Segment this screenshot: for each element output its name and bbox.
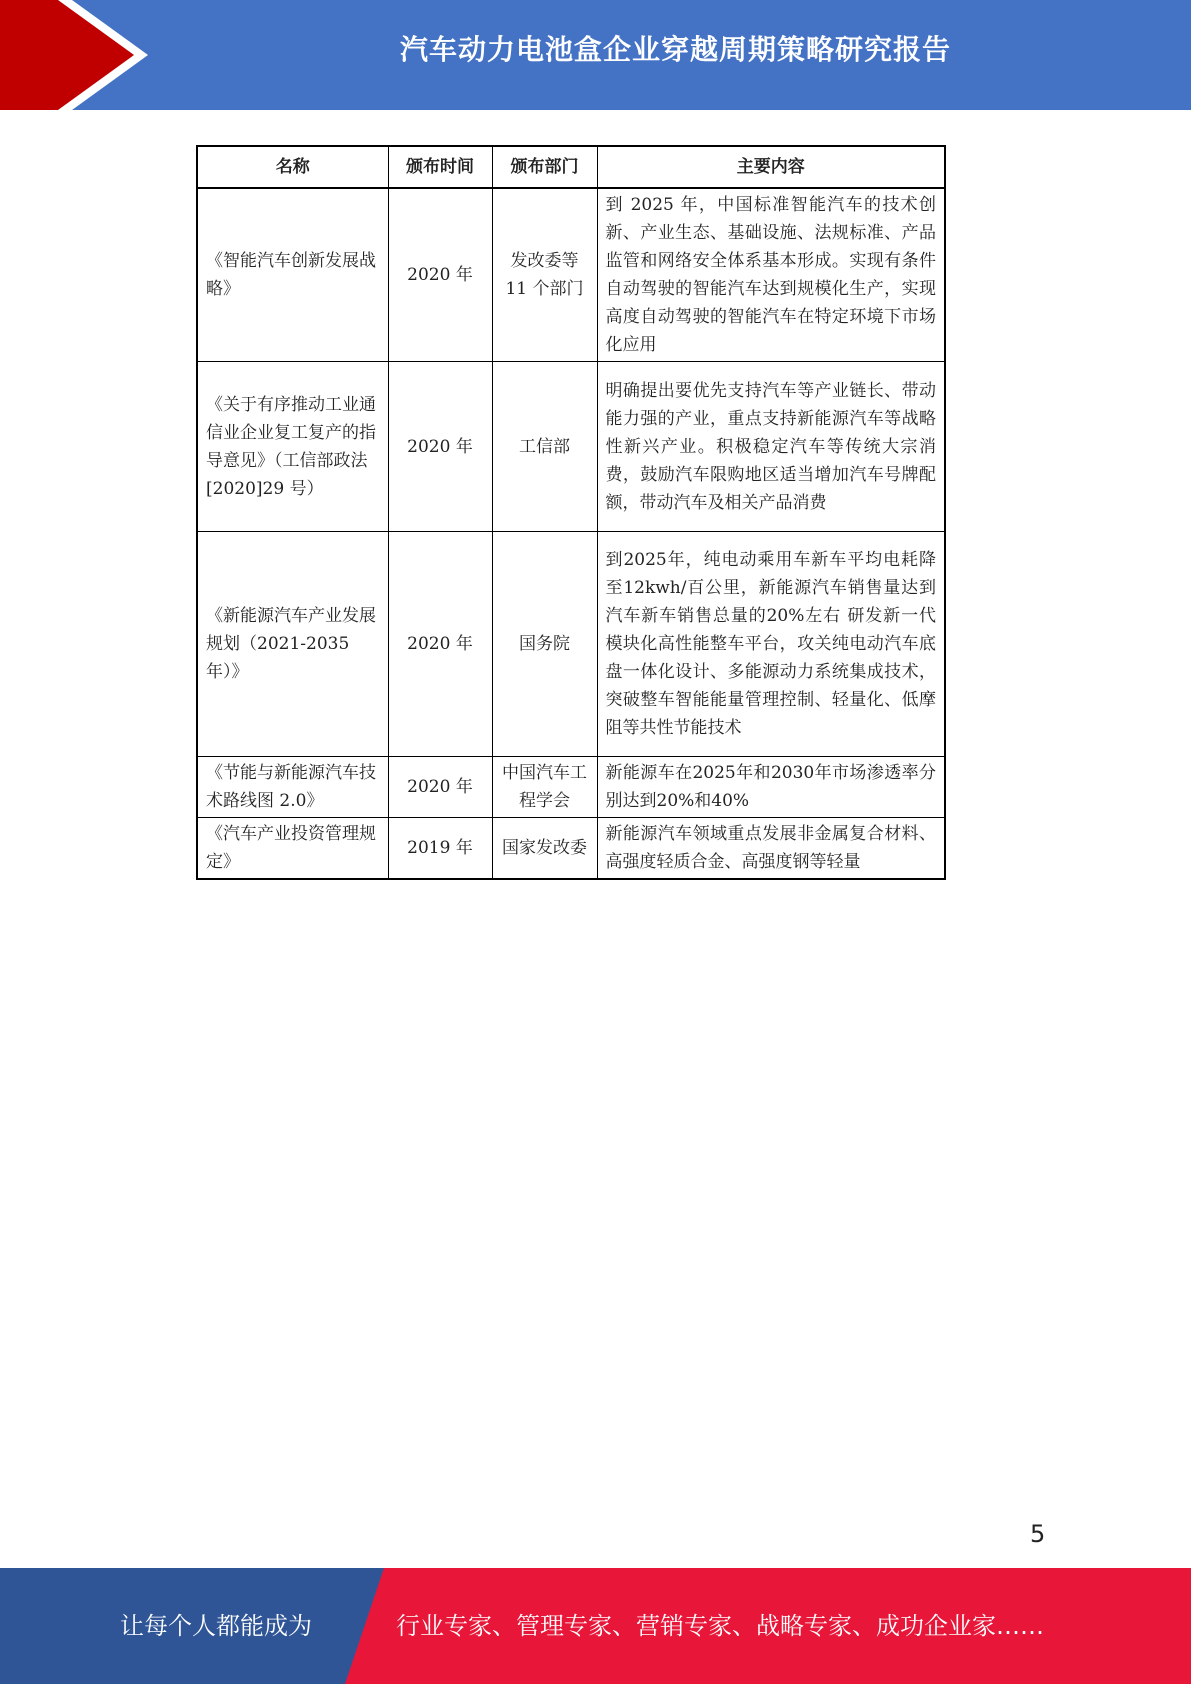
row-name: 《智能汽车创新发展战略》 [197,188,388,362]
page-number: 5 [1030,1520,1046,1548]
header-content: 主要内容 [597,146,945,188]
row-dept: 国家发改委 [492,818,597,880]
header-time: 颁布时间 [388,146,492,188]
header-name: 名称 [197,146,388,188]
header-dept: 颁布部门 [492,146,597,188]
row-content: 新能源汽车领域重点发展非金属复合材料、高强度轻质合金、高强度钢等轻量 [597,818,945,880]
row-dept: 工信部 [492,362,597,532]
row-time: 2020 年 [388,188,492,362]
report-header [0,0,1191,110]
policy-table [196,145,946,880]
row-content: 新能源车在2025年和2030年市场渗透率分别达到20%和40% [597,757,945,818]
table-row [197,532,945,757]
table-row [197,362,945,532]
report-title: 汽车动力电池盒企业穿越周期策略研究报告 [399,33,951,66]
report-footer [0,1568,1191,1684]
row-time: 2020 年 [388,757,492,818]
row-dept: 国务院 [492,532,597,757]
row-content: 明确提出要优先支持汽车等产业链长、带动能力强的产业，重点支持新能源汽车等战略性新兴产业。积极稳定汽车等传统大宗消费，鼓励汽车限购地区适当增加汽车号牌配额，带动汽车及相关产品消费 [597,362,945,532]
footer-slogan-right: 行业专家、管理专家、营销专家、战略专家、成功企业家…… [396,1612,1044,1640]
footer-slogan-left: 让每个人都能成为 [120,1612,312,1640]
row-content: 到2025年，纯电动乘用车新车平均电耗降至12kwh/百公里，新能源汽车销售量达到汽车新车销售总量的20%左右 研发新一代模块化高性能整车平台，攻关纯电动汽车底盘一体化设计、多能源动力系统集成技术，突破整车智能能量管理控制、轻量化、低摩阻等共性节能技术 [597,532,945,757]
table-row [197,757,945,818]
row-name: 《汽车产业投资管理规定》 [197,818,388,880]
table-header-row [197,146,945,188]
row-content: 到 2025 年，中国标准智能汽车的技术创新、产业生态、基础设施、法规标准、产品监管和网络安全体系基本形成。实现有条件自动驾驶的智能汽车达到规模化生产，实现高度自动驾驶的智能汽车在特定环境下市场化应用 [597,188,945,362]
row-time: 2019 年 [388,818,492,880]
row-time: 2020 年 [388,362,492,532]
row-name: 《关于有序推动工业通信业企业复工复产的指导意见》（工信部政法[2020]29 号） [197,362,388,532]
row-time: 2020 年 [388,532,492,757]
row-name: 《新能源汽车产业发展规划（2021-2035 年）》 [197,532,388,757]
header-arrow-icon [0,0,160,110]
table-row [197,188,945,362]
table-row [197,818,945,880]
row-dept: 发改委等 11 个部门 [492,188,597,362]
row-name: 《节能与新能源汽车技术路线图 2.0》 [197,757,388,818]
row-dept: 中国汽车工程学会 [492,757,597,818]
